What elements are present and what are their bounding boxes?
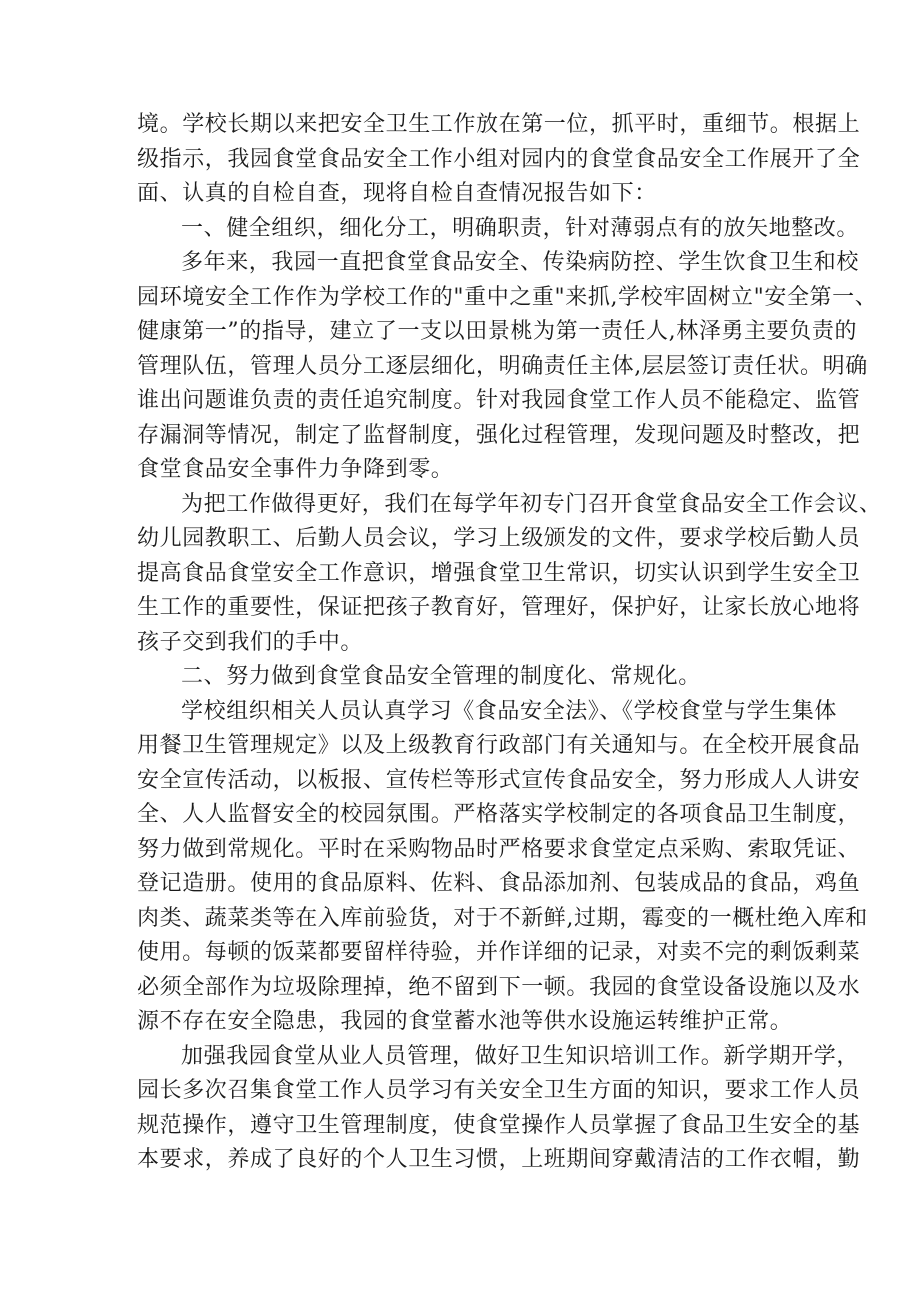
text-line: 管理队伍，管理人员分工逐层细化，明确责任主体,层层签订责任状。明确 [137,353,868,379]
text-line: 存漏洞等情况，制定了监督制度，强化过程管理，发现问题及时整改，把 [137,422,861,448]
text-line: 食堂食品安全事件力争降到零。 [137,457,454,482]
text-line: 全、人人监督安全的校园氛围。严格落实学校制定的各项食品卫生制度， [137,802,861,827]
text-line: 一、健全组织，细化分工，明确职责，针对薄弱点有的放矢地整改。 [181,215,860,241]
document-body [137,108,882,1178]
text-line: 努力做到常规化。平时在采购物品时严格要求食堂定点采购、索取凭证、 [137,836,861,862]
text-line: 园长多次召集食堂工作人员学习有关安全卫生方面的知识，要求工作人员 [137,1078,861,1103]
text-line: 园环境安全工作作为学校工作的"重中之重"来抓,学校牢固树立"安全第一、 [137,284,878,310]
text-line: 提高食品食堂安全工作意识，增强食堂卫生常识，切实认识到学生安全卫 [137,560,861,586]
text-line: 境。学校长期以来把安全卫生工作放在第一位，抓平时，重细节。根据上 [137,112,861,137]
text-line: 使用。每顿的饭菜都要留样待验，并作详细的记录，对卖不完的剩饭剩菜 [137,940,861,965]
text-line: 级指示，我园食堂食品安全工作小组对园内的食堂食品安全工作展开了全 [137,146,861,172]
text-line: 必须全部作为垃圾除理掉，绝不留到下一顿。我园的食堂设备设施以及水 [137,974,861,1000]
text-line: 规范操作，遵守卫生管理制度，使食堂操作人员掌握了食品卫生安全的基 [137,1112,861,1138]
text-line: 健康第一”的指导，建立了一支以田景桃为第一责任人,林泽勇主要负责的 [137,319,858,344]
text-line: 源不存在安全隐患，我园的食堂蓄水池等供水设施运转维护正常。 [137,1009,793,1034]
text-line: 生工作的重要性，保证把孩子教育好，管理好，保护好，让家长放心地将 [137,595,861,620]
text-line: 安全宣传活动，以板报、宣传栏等形式宣传食品安全，努力形成人人讲安 [137,767,861,793]
text-line: 面、认真的自检自查，现将自检自查情况报告如下： [137,181,657,206]
text-line: 幼儿园教职工、后勤人员会议，学习上级颁发的文件，要求学校后勤人员 [137,526,861,551]
text-line: 多年来，我园一直把食堂食品安全、传染病防控、学生饮食卫生和校 [181,250,860,275]
text-line: 加强我园食堂从业人员管理，做好卫生知识培训工作。新学期开学， [181,1043,860,1069]
text-line: 为把工作做得更好，我们在每学年初专门召开食堂食品安全工作会议、 [181,491,882,517]
text-line: 谁出问题谁负责的责任追究制度。针对我园食堂工作人员不能稳定、监管 [137,388,861,413]
text-line: 用餐卫生管理规定》以及上级教育行政部门有关通知与。在全校开展食品 [137,733,861,758]
text-line: 二、努力做到食堂食品安全管理的制度化、常规化。 [181,664,701,689]
text-line: 本要求，养成了良好的个人卫生习惯，上班期间穿戴清洁的工作衣帽，勤 [137,1147,861,1172]
text-line: 学校组织相关人员认真学习《食品安全法》、《学校食堂与学生集体 [181,698,838,724]
text-line: 孩子交到我们的手中。 [137,629,364,655]
text-line: 肉类、蔬菜类等在入库前验货，对于不新鲜,过期，霉变的一概杜绝入库和 [137,905,868,931]
text-line: 登记造册。使用的食品原料、佐料、食品添加剂、包装成品的食品，鸡鱼 [137,871,861,896]
